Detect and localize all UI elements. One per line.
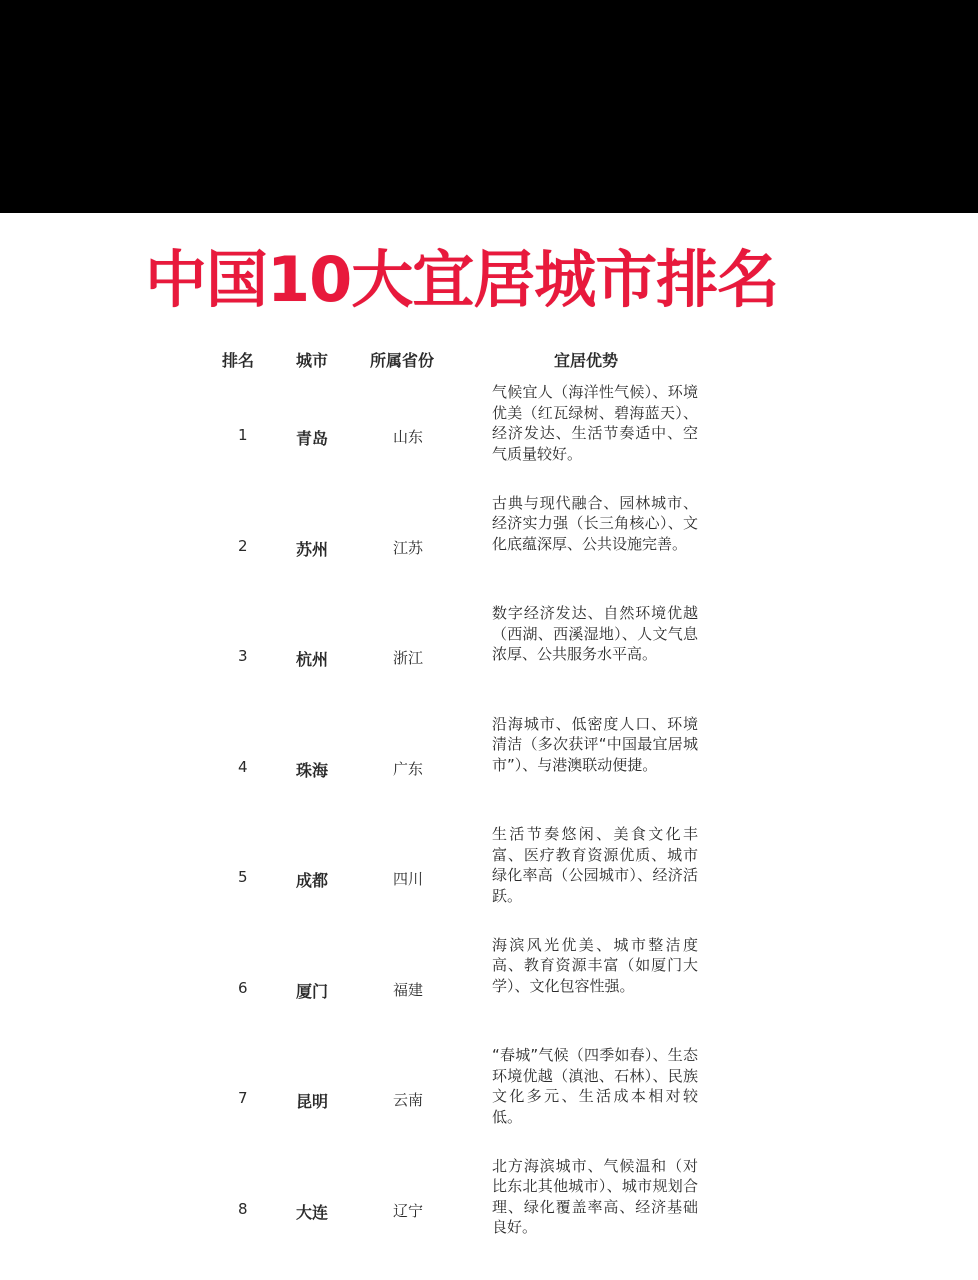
advantages-cell: “春城”气候（四季如春）、生态环境优越（滇池、石林）、民族文化多元、生活成本相对较低。 (492, 1046, 698, 1126)
advantages-cell: 古典与现代融合、园林城市、经济实力强（长三角核心）、文化底蕴深厚、公共设施完善。 (492, 493, 698, 553)
province-cell: 广东 (393, 759, 424, 778)
city-cell: 大连 (296, 1202, 329, 1222)
rank-cell: 6 (238, 978, 248, 997)
rank-cell: 7 (238, 1089, 248, 1107)
rank-cell: 2 (238, 536, 248, 555)
advantages-cell: 海滨风光优美、城市整洁度高、教育资源丰富（如厦门大学）、文化包容性强。 (492, 935, 698, 995)
advantages-cell: 气候宜人（海洋性气候）、环境优美（红瓦绿树、碧海蓝天）、经济发达、生活节奏适中、空气质量较好。 (492, 383, 698, 463)
city-cell: 青岛 (296, 429, 329, 448)
table-row (210, 1043, 710, 1154)
advantages-cell: 生活节奏悠闲、美食文化丰富、医疗教育资源优质、城市绿化率高（公园城市）、经济活跃。 (492, 825, 698, 905)
header-advantages: 宜居优势 (554, 351, 619, 370)
advantages-cell: 北方海滨城市、气候温和（对比东北其他城市）、城市规划合理、绿化覆盖率高、经济基础良好。 (492, 1156, 698, 1236)
province-cell: 江苏 (393, 538, 424, 557)
table-row (210, 1154, 710, 1265)
page-title: 中国10大宜居城市排名 (145, 243, 779, 316)
city-cell: 珠海 (296, 760, 329, 780)
city-cell: 昆明 (296, 1092, 329, 1111)
province-cell: 辽宁 (393, 1201, 424, 1220)
city-cell: 成都 (296, 871, 329, 890)
table-row (210, 933, 710, 1044)
advantages-cell: 沿海城市、低密度人口、环境清洁（多次获评“中国最宜居城市”）、与港澳联动便捷。 (492, 714, 698, 774)
table-row (210, 712, 710, 823)
city-cell: 厦门 (296, 981, 329, 1001)
header-city: 城市 (296, 351, 329, 370)
table-row (210, 491, 710, 602)
province-cell: 四川 (393, 870, 424, 888)
rank-cell: 4 (238, 757, 248, 776)
city-cell: 杭州 (296, 650, 329, 669)
rank-cell: 1 (238, 426, 248, 444)
advantages-cell: 数字经济发达、自然环境优越（西湖、西溪湿地）、人文气息浓厚、公共服务水平高。 (492, 604, 698, 663)
province-cell: 福建 (393, 980, 424, 999)
rank-cell: 5 (238, 868, 248, 886)
header-province: 所属省份 (370, 351, 435, 370)
rank-cell: 8 (238, 1199, 248, 1218)
province-cell: 浙江 (393, 649, 424, 667)
table-row (210, 380, 710, 491)
table-row (210, 822, 710, 933)
table-header-row (210, 340, 710, 380)
table-row (210, 601, 710, 712)
ranking-table (210, 340, 710, 1264)
rank-cell: 3 (238, 647, 248, 665)
header-rank: 排名 (222, 351, 255, 370)
province-cell: 山东 (393, 428, 424, 446)
city-cell: 苏州 (296, 539, 329, 559)
province-cell: 云南 (393, 1091, 424, 1109)
top-black-bar (0, 0, 978, 213)
